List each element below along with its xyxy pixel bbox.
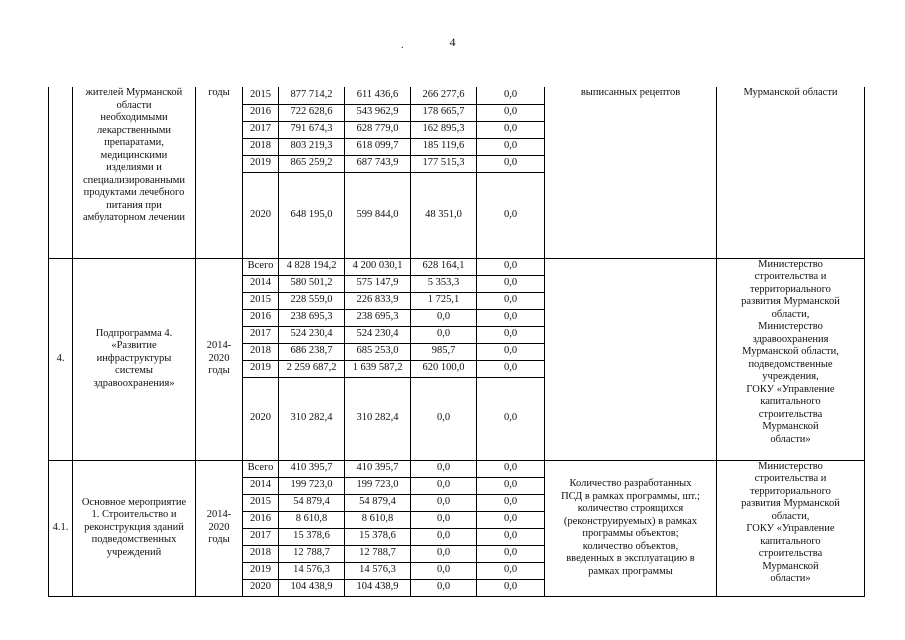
indicator-cell (545, 258, 717, 460)
amount-cell: 310 282,4 (345, 377, 411, 460)
amount-cell: 12 788,7 (279, 545, 345, 562)
amount-cell: 177 515,3 (411, 155, 477, 172)
amount-cell: 620 100,0 (411, 360, 477, 377)
amount-cell: 0,0 (477, 172, 545, 258)
indicator-text: выписанных рецептов (580, 87, 681, 98)
year-cell: 2020 (243, 377, 279, 460)
year-cell: 2017 (243, 121, 279, 138)
amount-cell: 0,0 (477, 477, 545, 494)
amount-cell: 0,0 (411, 460, 477, 477)
row-number-text: 4. (56, 352, 65, 364)
executor-cell (717, 258, 865, 460)
amount-cell: 0,0 (411, 494, 477, 511)
year-cell: 2020 (243, 579, 279, 596)
table-body (49, 87, 865, 596)
period (196, 87, 243, 258)
amount-cell: 199 723,0 (279, 477, 345, 494)
year-cell: 2016 (243, 104, 279, 121)
amount-cell: 0,0 (411, 326, 477, 343)
row-number-text: 4.1. (52, 521, 69, 533)
year-cell: 2014 (243, 275, 279, 292)
amount-cell: 686 238,7 (279, 343, 345, 360)
year-cell: 2016 (243, 511, 279, 528)
amount-cell: 0,0 (411, 545, 477, 562)
amount-cell: 0,0 (477, 579, 545, 596)
year-cell: 2020 (243, 172, 279, 258)
table-row (49, 258, 865, 275)
year-cell: 2014 (243, 477, 279, 494)
year-cell: 2015 (243, 87, 279, 104)
activity-name-text: Основное мероприятие 1. Строительство и реконструкция зданий подведомственных учреждений (81, 496, 187, 558)
program-table (48, 87, 865, 597)
activity-name-text: Подпрограмма 4. «Развитие инфраструктуры системы здравоохранения» (93, 327, 175, 389)
amount-cell: 0,0 (477, 377, 545, 460)
executor-cell (717, 87, 865, 258)
year-cell: Всего (243, 258, 279, 275)
amount-cell: 611 436,6 (345, 87, 411, 104)
amount-cell: 0,0 (477, 258, 545, 275)
period-text: 2014- 2020 годы (206, 340, 232, 377)
amount-cell: 15 378,6 (345, 528, 411, 545)
year-cell: 2018 (243, 343, 279, 360)
amount-cell: 628 164,1 (411, 258, 477, 275)
amount-cell: 803 219,3 (279, 138, 345, 155)
amount-cell: 104 438,9 (345, 579, 411, 596)
year-cell: 2019 (243, 155, 279, 172)
amount-cell: 0,0 (477, 343, 545, 360)
amount-cell: 226 833,9 (345, 292, 411, 309)
indicator-text: Количество разработанных ПСД в рамках программы, шт.; количество строящихся (реконструируемых) в рамках программы объектов; количество объектов, введенных в эксплуатацию в рамках программы (561, 478, 700, 577)
amount-cell: 0,0 (477, 275, 545, 292)
table-row (49, 460, 865, 477)
amount-cell: 0,0 (477, 309, 545, 326)
amount-cell: 648 195,0 (279, 172, 345, 258)
amount-cell: 4 828 194,2 (279, 258, 345, 275)
amount-cell: 618 099,7 (345, 138, 411, 155)
amount-cell: 0,0 (411, 511, 477, 528)
amount-cell: 0,0 (411, 377, 477, 460)
amount-cell: 0,0 (477, 138, 545, 155)
amount-cell: 0,0 (477, 494, 545, 511)
amount-cell: 0,0 (477, 360, 545, 377)
row-number (49, 258, 73, 460)
year-cell: 2018 (243, 545, 279, 562)
amount-cell: 0,0 (411, 528, 477, 545)
amount-cell: 0,0 (477, 545, 545, 562)
year-cell: 2015 (243, 292, 279, 309)
amount-cell: 178 665,7 (411, 104, 477, 121)
amount-cell: 722 628,6 (279, 104, 345, 121)
amount-cell: 199 723,0 (345, 477, 411, 494)
amount-cell: 0,0 (477, 292, 545, 309)
amount-cell: 0,0 (477, 87, 545, 104)
amount-cell: 0,0 (477, 460, 545, 477)
year-cell: Всего (243, 460, 279, 477)
amount-cell: 524 230,4 (345, 326, 411, 343)
year-cell: 2019 (243, 360, 279, 377)
period-text: годы (208, 87, 230, 98)
page-mark: . (401, 40, 404, 51)
year-cell: 2019 (243, 562, 279, 579)
amount-cell: 238 695,3 (345, 309, 411, 326)
amount-cell: 791 674,3 (279, 121, 345, 138)
year-cell: 2016 (243, 309, 279, 326)
amount-cell: 4 200 030,1 (345, 258, 411, 275)
amount-cell: 877 714,2 (279, 87, 345, 104)
year-cell: 2017 (243, 326, 279, 343)
amount-cell: 310 282,4 (279, 377, 345, 460)
amount-cell: 266 277,6 (411, 87, 477, 104)
amount-cell: 8 610,8 (279, 511, 345, 528)
amount-cell: 580 501,2 (279, 275, 345, 292)
amount-cell: 54 879,4 (279, 494, 345, 511)
amount-cell: 575 147,9 (345, 275, 411, 292)
activity-name (73, 258, 196, 460)
amount-cell: 1 725,1 (411, 292, 477, 309)
amount-cell: 48 351,0 (411, 172, 477, 258)
amount-cell: 599 844,0 (345, 172, 411, 258)
amount-cell: 1 639 587,2 (345, 360, 411, 377)
executor-cell (717, 460, 865, 596)
amount-cell: 543 962,9 (345, 104, 411, 121)
activity-name (73, 87, 196, 258)
amount-cell: 162 895,3 (411, 121, 477, 138)
amount-cell: 185 119,6 (411, 138, 477, 155)
amount-cell: 410 395,7 (279, 460, 345, 477)
executor-text: Мурманской области (743, 87, 838, 98)
period (196, 460, 243, 596)
amount-cell: 104 438,9 (279, 579, 345, 596)
amount-cell: 2 259 687,2 (279, 360, 345, 377)
year-cell: 2018 (243, 138, 279, 155)
amount-cell: 0,0 (477, 528, 545, 545)
amount-cell: 15 378,6 (279, 528, 345, 545)
amount-cell: 865 259,2 (279, 155, 345, 172)
amount-cell: 0,0 (411, 477, 477, 494)
amount-cell: 5 353,3 (411, 275, 477, 292)
amount-cell: 628 779,0 (345, 121, 411, 138)
amount-cell: 12 788,7 (345, 545, 411, 562)
amount-cell: 238 695,3 (279, 309, 345, 326)
amount-cell: 0,0 (477, 104, 545, 121)
amount-cell: 0,0 (411, 309, 477, 326)
amount-cell: 14 576,3 (279, 562, 345, 579)
amount-cell: 0,0 (477, 155, 545, 172)
indicator-cell (545, 460, 717, 596)
amount-cell: 685 253,0 (345, 343, 411, 360)
row-number (49, 460, 73, 596)
row-number (49, 87, 73, 258)
executor-text: Министерство строительства и территориального развития Мурманской области, ГОКУ «Управление капитального строительства Мурманской области» (741, 460, 840, 584)
amount-cell: 0,0 (477, 121, 545, 138)
amount-cell: 14 576,3 (345, 562, 411, 579)
amount-cell: 228 559,0 (279, 292, 345, 309)
amount-cell: 410 395,7 (345, 460, 411, 477)
table-row (49, 87, 865, 104)
amount-cell: 0,0 (477, 562, 545, 579)
amount-cell: 0,0 (477, 511, 545, 528)
amount-cell: 0,0 (411, 562, 477, 579)
amount-cell: 8 610,8 (345, 511, 411, 528)
year-cell: 2015 (243, 494, 279, 511)
amount-cell: 54 879,4 (345, 494, 411, 511)
year-cell: 2017 (243, 528, 279, 545)
period (196, 258, 243, 460)
indicator-cell (545, 87, 717, 258)
amount-cell: 985,7 (411, 343, 477, 360)
activity-name-text: жителей Мурманской области необходимыми лекарственными препаратами, медицинскими изделиями и специализированными продуктами лечебного питания при амбулаторном лечении (82, 87, 186, 223)
amount-cell: 524 230,4 (279, 326, 345, 343)
period-text: 2014- 2020 годы (206, 509, 232, 546)
amount-cell: 687 743,9 (345, 155, 411, 172)
page-number: 4 (449, 35, 456, 49)
activity-name (73, 460, 196, 596)
amount-cell: 0,0 (411, 579, 477, 596)
amount-cell: 0,0 (477, 326, 545, 343)
executor-text: Министерство строительства и территориального развития Мурманской области, Министерство здравоохранения Мурманской области, подведомственные учреждения, ГОКУ «Управление капитального строительства Мурманской области» (741, 258, 840, 445)
